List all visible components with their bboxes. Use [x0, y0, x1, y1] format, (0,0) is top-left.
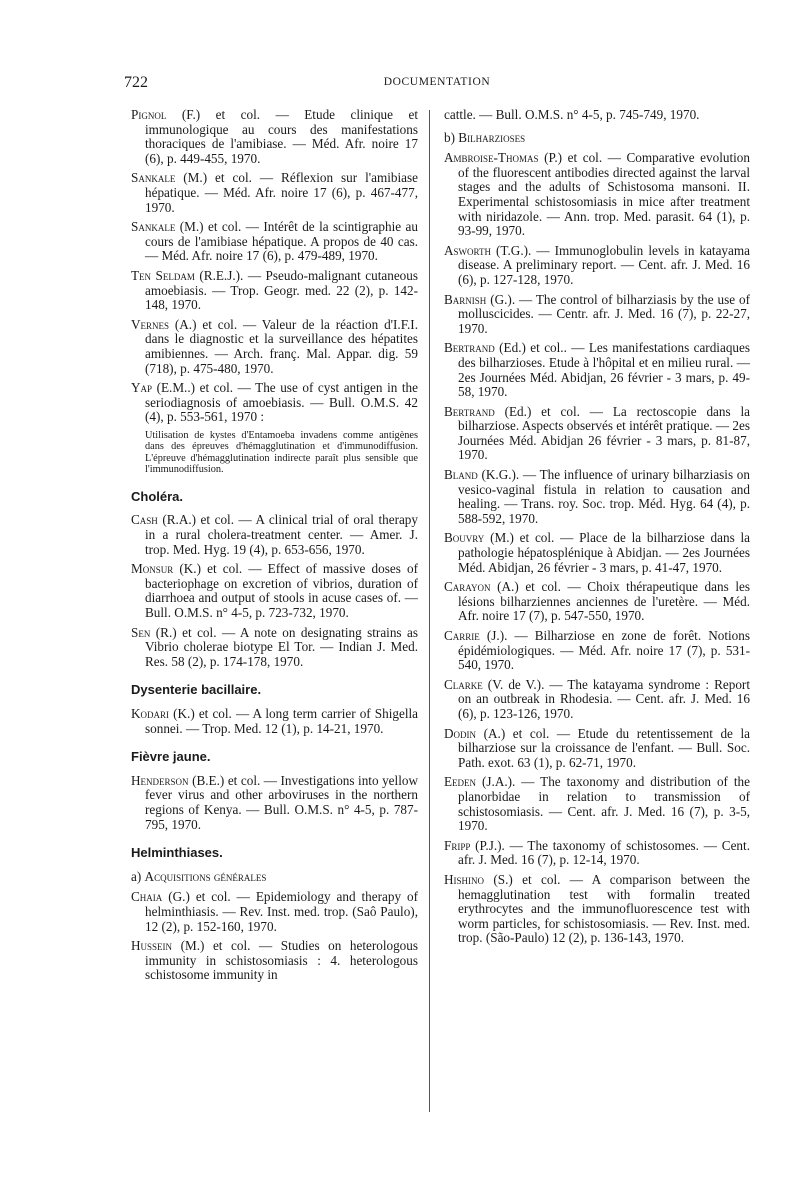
reference-entry [131, 774, 418, 832]
reference-author: Eeden [444, 774, 477, 790]
subsection-title: Bilharzioses [458, 129, 526, 145]
subsection-prefix: b) [444, 129, 459, 145]
reference-text: (R.E.J.). — Pseudo-malignant cutaneous amoebiasis. — Trop. Geogr. med. 22 (2), p. 142-148, 1970. [145, 267, 418, 313]
reference-text: (P.J.). — The taxonomy of schistosomes. — Cent. afr. J. Med. 16 (7), p. 12-14, 1970. [458, 837, 750, 868]
reference-entry [131, 513, 418, 557]
reference-text: (K.) et col. — A long term carrier of Shigella sonnei. — Trop. Med. 12 (1), p. 14-21, 1970. [145, 706, 418, 736]
reference-entry [131, 318, 418, 376]
reference-entry [131, 939, 418, 983]
column-divider [429, 110, 430, 1112]
reference-entry [131, 890, 418, 934]
reference-entry [444, 341, 750, 399]
reference-text: (K.G.). — The influence of urinary bilharziasis on vesico-vaginal fistula in relation to causation and healing. — Trans. roy. Soc. trop. Méd. Hyg. 64 (4), p. 588-592, 1970. [458, 467, 750, 526]
reference-text: (M.) et col. — Place de la bilharziose dans la pathologie hépatosplénique à Abidjan. — 2es Journées Méd. Abidjan, 26 février - 3 mars, p. 41-47, 1970. [458, 530, 750, 575]
reference-author: Vernes [131, 316, 170, 332]
reference-entry [444, 839, 750, 868]
abstract-note: Utilisation de kystes d'Entamoeba invadens comme antigènes dans des épreuves d'hémagglutination et d'immunodiffusion. L'épreuve d'hémagglutination indirecte paraît plus sensible que l'immunodiffusion. [145, 429, 418, 476]
section-heading: Helminthiases. [131, 845, 223, 861]
reference-text: (A.) et col. — Valeur de la réaction d'I.F.I. dans le diagnostic et la surveillance des hépatites amibiennes. — Arch. franç. Mal. Appar. dig. 59 (718), p. 475-480, 1970. [145, 316, 418, 376]
reference-entry [131, 381, 418, 425]
reference-text: (M.) et col. — Studies on heterologous immunity in schistosomiasis : 4. heterologous schistosome immunity in [145, 938, 418, 983]
subsection-heading [131, 870, 418, 885]
subsection-title: Acquisitions générales [144, 868, 267, 884]
reference-text: (E.M..) et col. — The use of cyst antigen in the seriodiagnosis of amoebiasis. — Bull. O.M.S. 42 (4), p. 553-561, 1970 : [145, 380, 418, 425]
reference-entry [444, 580, 750, 624]
reference-entry [131, 707, 418, 736]
subsection-heading [444, 131, 750, 146]
reference-entry [131, 108, 418, 166]
reference-author: Ten Seldam [131, 267, 195, 283]
reference-text: (G.) et col. — Epidemiology and therapy of helminthiasis. — Rev. Inst. med. trop. (Saô Paulo), 12 (2), p. 152-160, 1970. [145, 889, 418, 934]
reference-text: (R.) et col. — A note on designating strains as Vibrio cholerae biotype El Tor. — Indian J. Med. Res. 58 (2), p. 174-178, 1970. [145, 624, 418, 669]
reference-author: Bertrand [444, 340, 495, 356]
reference-entry [131, 562, 418, 620]
reference-author: Sankale [131, 170, 176, 186]
section-heading: Choléra. [131, 488, 184, 504]
reference-entry [131, 220, 418, 264]
reference-author: Hishino [444, 871, 485, 887]
reference-author: Bouvry [444, 530, 485, 546]
reference-author: Barnish [444, 291, 487, 307]
reference-author: Carayon [444, 579, 491, 595]
reference-author: Clarke [444, 676, 483, 692]
reference-text: (A.) et col. — Etude du retentissement de la bilharziose sur la croissance de l'enfant. — Bull. Soc. Path. exot. 63 (1), p. 62-71, 1970. [458, 725, 750, 770]
reference-entry [131, 626, 418, 670]
reference-entry [444, 108, 750, 123]
reference-entry [444, 678, 750, 722]
right-column [444, 108, 750, 951]
reference-author: Cash [131, 512, 158, 528]
reference-author: Pignol [131, 107, 167, 122]
reference-author: Sen [131, 624, 151, 640]
reference-text: (P.) et col. — Comparative evolution of the fluorescent antibodies directed against the larval stages and the adults of Schistosoma mansoni. II. Experimental schistosomiasis in mice after treatment with niridazole. — Ann. trop. Med. parasit. 64 (1), p. 93-99, 1970. [458, 150, 750, 239]
reference-author: Ambroise-Thomas [444, 150, 539, 166]
reference-entry [131, 171, 418, 215]
reference-author: Yap [131, 380, 153, 396]
reference-author: Hussein [131, 938, 173, 954]
reference-text: (Ed.) et col.. — Les manifestations cardiaques des bilharzioses. Etude à l'hôpital et en milieu rural. — 2es Journées Méd. Abidjan, 26 février - 3 mars, p. 49-58, 1970. [458, 340, 750, 400]
left-column [131, 108, 418, 988]
reference-text: (G.). — The control of bilharziasis by the use of molluscicides. — Centr. afr. J. Med. 16 (7), p. 22-27, 1970. [458, 291, 750, 336]
reference-author: Bertrand [444, 403, 495, 419]
reference-entry [444, 775, 750, 833]
running-title: DOCUMENTATION [383, 76, 491, 88]
subsection-prefix: a) [131, 868, 145, 884]
reference-author: Chaia [131, 889, 163, 905]
reference-entry [444, 727, 750, 771]
page-header [124, 74, 750, 94]
reference-author: Fripp [444, 837, 471, 853]
reference-author: Henderson [131, 772, 189, 788]
reference-author: Sankale [131, 219, 176, 235]
reference-text: (J.A.). — The taxonomy and distribution of the planorbidae in relation to transmission of schistosomiasis. — Cent. afr. J. Med. 16 (7), p. 3-5, 1970. [458, 774, 750, 834]
reference-text: (V. de V.). — The katayama syndrome : Report on an outbreak in Rhodesia. — Cent. afr. J. Med. 16 (6), p. 123-126, 1970. [458, 676, 750, 721]
reference-author: Bland [444, 467, 478, 483]
reference-author: Asworth [444, 242, 491, 258]
section-heading: Fièvre jaune. [131, 749, 211, 765]
reference-entry [131, 269, 418, 313]
reference-text: (Ed.) et col. — La rectoscopie dans la bilharziose. Aspects observés et intérêt pratique. — 2es Journées Méd. Abidjan 26 février - 3 mars, p. 81-87, 1970. [458, 403, 750, 463]
reference-author: Carrie [444, 628, 480, 643]
reference-text: (R.A.) et col. — A clinical trial of oral therapy in a rural cholera-treatment center. — Amer. J. trop. Med. Hyg. 19 (4), p. 653-656, 1970. [145, 512, 418, 557]
reference-author: Kodari [131, 706, 170, 721]
reference-entry [444, 244, 750, 288]
reference-text: (B.E.) et col. — Investigations into yellow fever virus and other arboviruses in the northern regions of Kenya. — Bull. O.M.S. n° 4-5, p. 787-795, 1970. [145, 772, 418, 832]
reference-entry [444, 873, 750, 946]
reference-entry [444, 468, 750, 526]
reference-author: Monsur [131, 561, 174, 577]
reference-text: cattle. — Bull. O.M.S. n° 4-5, p. 745-749, 1970. [444, 107, 700, 122]
reference-entry [444, 405, 750, 463]
page-number: 722 [124, 74, 148, 91]
reference-entry [444, 531, 750, 575]
reference-entry [444, 629, 750, 673]
reference-author: Dodin [444, 725, 477, 741]
reference-text: (K.) et col. — Effect of massive doses of bacteriophage on excretion of vibrios, duration of diarrhoea and output of stools in acuse cases of. — Bull. O.M.S. n° 4-5, p. 723-732, 1970. [145, 561, 418, 621]
reference-text: (F.) et col. — Etude clinique et immunologique au cours des manifestations thoraciques de l'amibiase. — Méd. Afr. noire 17 (6), p. 449-455, 1970. [145, 107, 418, 166]
reference-entry [444, 151, 750, 239]
reference-text: (T.G.). — Immunoglobulin levels in katayama disease. A preliminary report. — Cent. afr. J. Med. 16 (6), p. 127-128, 1970. [458, 242, 750, 287]
reference-text: (M.) et col. — Réflexion sur l'amibiase hépatique. — Méd. Afr. noire 17 (6), p. 467-477, 1970. [145, 170, 418, 215]
reference-entry [444, 293, 750, 337]
reference-text: (J.). — Bilharziose en zone de forêt. Notions épidémiologiques. — Méd. Afr. noire 17 (7), p. 531-540, 1970. [458, 628, 750, 673]
section-heading: Dysenterie bacillaire. [131, 682, 262, 698]
reference-text: (A.) et col. — Choix thérapeutique dans les lésions bilharziennes anciennes de l'uretère. — Méd. Afr. noire 17 (7), p. 547-550, 1970. [458, 579, 750, 624]
reference-text: (M.) et col. — Intérêt de la scintigraphie au cours de l'amibiase hépatique. A propos de 40 cas. — Méd. Afr. noire 17 (6), p. 479-489, 1970. [145, 219, 418, 264]
reference-text: (S.) et col. — A comparison between the hemagglutination test with formalin treated erythrocytes and the immunofluorescence test with worm particles, for schistosomiasis. — Rev. Inst. med. trop. (São-Paulo) 12 (2), p. 136-143, 1970. [458, 871, 750, 946]
